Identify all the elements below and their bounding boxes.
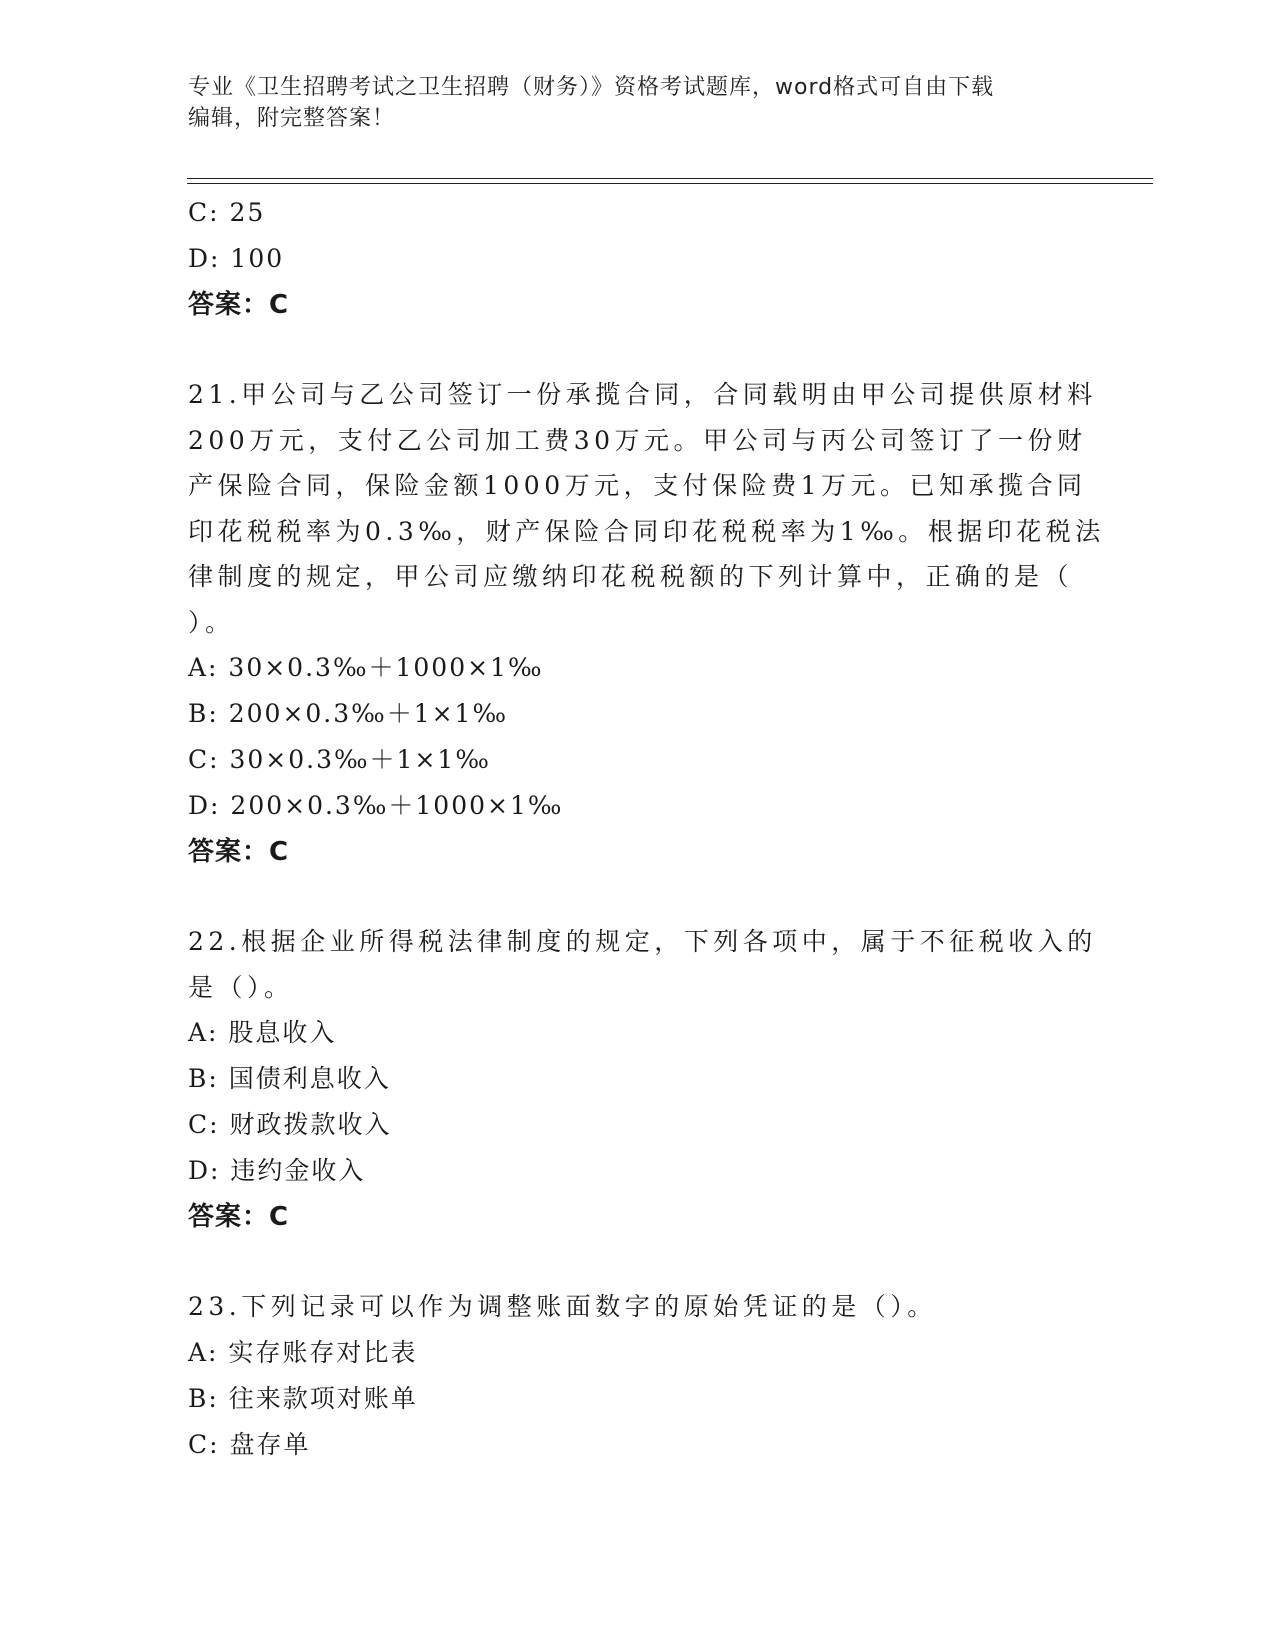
option-d: D: 违约金收入: [188, 1156, 366, 1185]
question-text-line: 22.根据企业所得税法律制度的规定，下列各项中，属于不征税收入的: [188, 927, 1097, 956]
header-line-1: 专业《卫生招聘考试之卫生招聘（财务）》资格考试题库，word格式可自由下载: [188, 75, 995, 100]
question-20-tail: [188, 190, 1088, 328]
option-c: C: 盘存单: [188, 1429, 311, 1459]
question-22: [188, 919, 1097, 1240]
question-23: [188, 1284, 1088, 1468]
header-line-2: 编辑，附完整答案！: [188, 106, 396, 131]
question-text-line: 200万元，支付乙公司加工费30万元。甲公司与丙公司签订了一份财: [188, 425, 1087, 455]
option-c: C: 财政拨款收入: [188, 1110, 392, 1139]
question-text-line: 是（）。: [188, 972, 294, 1002]
option-b: B: 国债利息收入: [188, 1064, 391, 1093]
answer-line: 答案：C: [188, 290, 290, 320]
question-text-line: ）。: [188, 607, 235, 637]
option-d: D: 100: [188, 244, 285, 273]
option-a: A: 股息收入: [188, 1018, 337, 1047]
question-text-line: 印花税税率为0.3‰，财产保险合同印花税税率为1‰。根据印花税法: [188, 516, 1105, 546]
question-text: [188, 1284, 1088, 1330]
header-rule-top: [187, 178, 1153, 179]
option-a: A: 实存账存对比表: [188, 1337, 418, 1367]
document-body: [188, 190, 1105, 1468]
option-b: B: 200×0.3‰＋1×1‰: [188, 699, 509, 728]
option-c: C: 30×0.3‰＋1×1‰: [188, 745, 491, 774]
question-text-line: 产保险合同，保险金额1000万元，支付保险费1万元。已知承揽合同: [188, 471, 1087, 500]
question-text: [188, 919, 1097, 1010]
option-b: B: 往来款项对账单: [188, 1383, 418, 1413]
header-rule-bottom: [187, 183, 1153, 184]
question-21: [188, 372, 1105, 875]
question-text-line: 律制度的规定，甲公司应缴纳印花税税额的下列计算中，正确的是（: [188, 562, 1074, 591]
question-text: [188, 372, 1105, 645]
option-d: D: 200×0.3‰＋1000×1‰: [188, 791, 564, 820]
document-header: [188, 72, 1068, 134]
answer-line: 答案：C: [188, 837, 290, 867]
question-text-line: 23.下列记录可以作为调整账面数字的原始凭证的是（）。: [188, 1292, 937, 1321]
option-a: A: 30×0.3‰＋1000×1‰: [188, 653, 544, 682]
answer-line: 答案：C: [188, 1202, 290, 1232]
option-c: C: 25: [188, 198, 266, 227]
question-text-line: 21.甲公司与乙公司签订一份承揽合同，合同载明由甲公司提供原材料: [188, 380, 1097, 409]
